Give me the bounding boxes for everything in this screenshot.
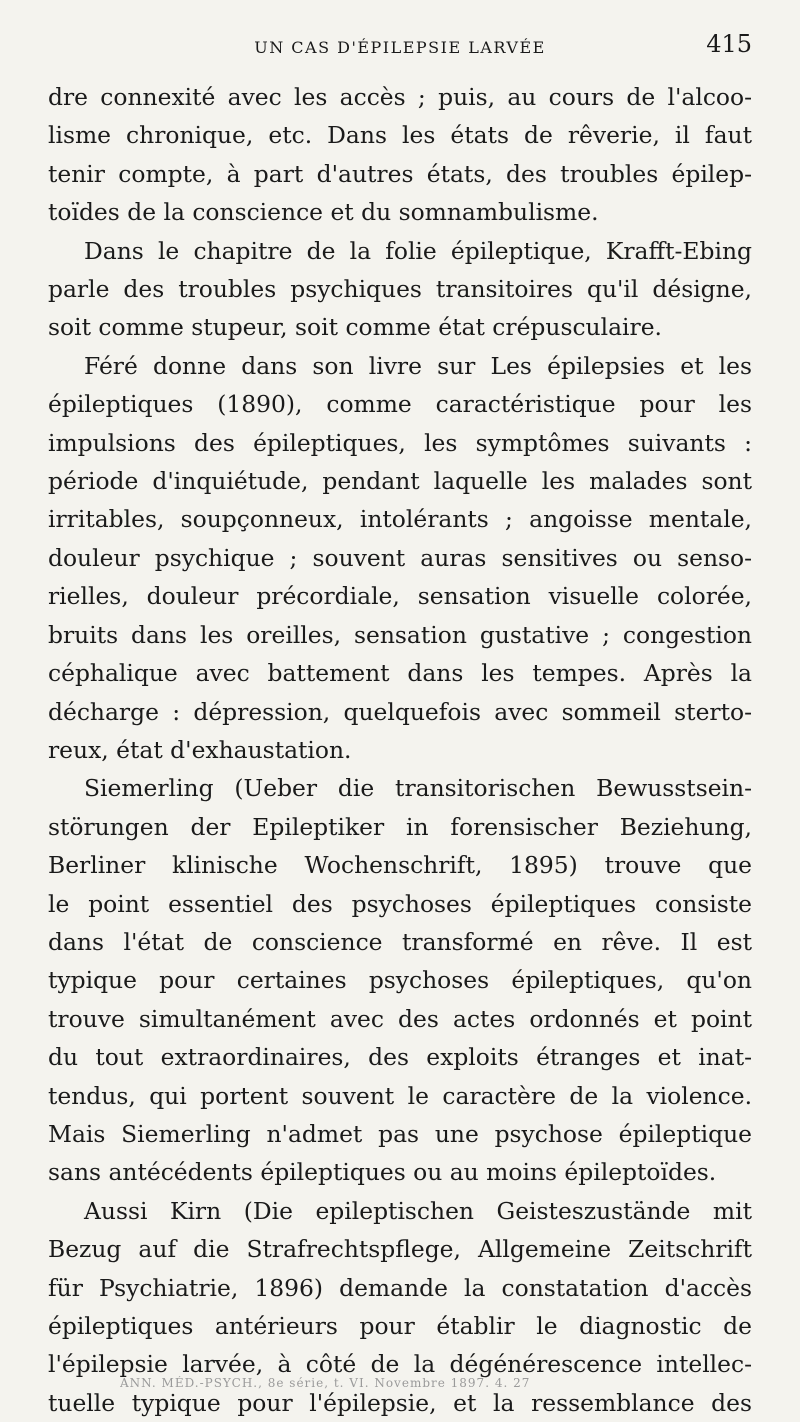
text-line: rielles, douleur précordiale, sensation visuelle colorée, [48,582,752,611]
text-line: céphalique avec battement dans les tempes. Après la [48,659,752,688]
text-line: tendus, qui portent souvent le caractère de la violence. [48,1081,752,1110]
text-line: Mais Siemerling n'admet pas une psychose épileptique [48,1119,752,1148]
text-line: le point essentiel des psychoses épileptiques consiste [48,889,752,918]
text-line: toïdes de la conscience et du somnambulisme. [48,198,599,227]
text-line: lisme chronique, etc. Dans les états de rêverie, il faut [48,121,752,150]
text-line: décharge : dépression, quelquefois avec sommeil sterto- [48,697,752,726]
text-line: tenir compte, à part d'autres états, des troubles épilep- [48,159,752,188]
text-line: dre connexité avec les accès ; puis, au cours de l'alcoo- [48,83,752,111]
paragraph-start-line: Siemerling (Ueber die transitorischen Bewusstsein- [84,774,752,803]
text-line: tuelle typique pour l'épilepsie, et la ressemblance des [48,1388,752,1417]
paragraph-start-line: Aussi Kirn (Die epileptischen Geisteszustände mit [84,1196,752,1225]
text-line: parle des troubles psychiques transitoires qu'il désigne, [48,275,752,304]
text-line: dans l'état de conscience transformé en rêve. Il est [48,927,752,956]
page-header [48,30,752,70]
text-line: épileptiques (1890), comme caractéristique pour les [48,390,752,419]
body-text [48,78,752,1422]
text-line: impulsions des épileptiques, les symptômes suivants : [48,428,752,457]
text-line: soit comme stupeur, soit comme état crépusculaire. [48,313,662,342]
page-number: 415 [706,30,752,58]
text-line: Berliner klinische Wochenschrift, 1895) trouve que [48,851,752,880]
running-title: UN CAS D'ÉPILEPSIE LARVÉE [254,38,546,57]
paragraph-start-line: Féré donne dans son livre sur Les épilepsies et les [84,351,752,380]
text-line: trouve simultanément avec des actes ordonnés et point [48,1004,752,1033]
text-line: bruits dans les oreilles, sensation gustative ; congestion [48,620,752,649]
text-line: douleur psychique ; souvent auras sensitives ou senso- [48,543,752,572]
text-line: störungen der Epileptiker in forensischer Beziehung, [48,812,752,841]
text-line: irritables, soupçonneux, intolérants ; angoisse mentale, [48,505,752,534]
text-line: période d'inquiétude, pendant laquelle les malades sont [48,467,752,496]
text-line: épileptiques antérieurs pour établir le diagnostic de [48,1312,752,1340]
bleed-through-footer: ANN. MÉD.-PSYCH., 8e série, t. VI. Novembre 1897. 4. 27 [120,1376,531,1390]
paragraph-start-line: Dans le chapitre de la folie épileptique, Krafft-Ebing [84,236,752,265]
text-line: typique pour certaines psychoses épileptiques, qu'on [48,966,752,995]
text-line: du tout extraordinaires, des exploits étranges et inat- [48,1043,752,1072]
text-line: für Psychiatrie, 1896) demande la constatation d'accès [48,1273,752,1302]
text-line: l'épilepsie larvée, à côté de la dégénérescence intellec- [48,1350,752,1379]
text-line: sans antécédents épileptiques ou au moins épileptoïdes. [48,1158,717,1187]
text-line: Bezug auf die Strafrechtspflege, Allgemeine Zeitschrift [48,1235,752,1264]
text-line: reux, état d'exhaustation. [48,735,352,764]
